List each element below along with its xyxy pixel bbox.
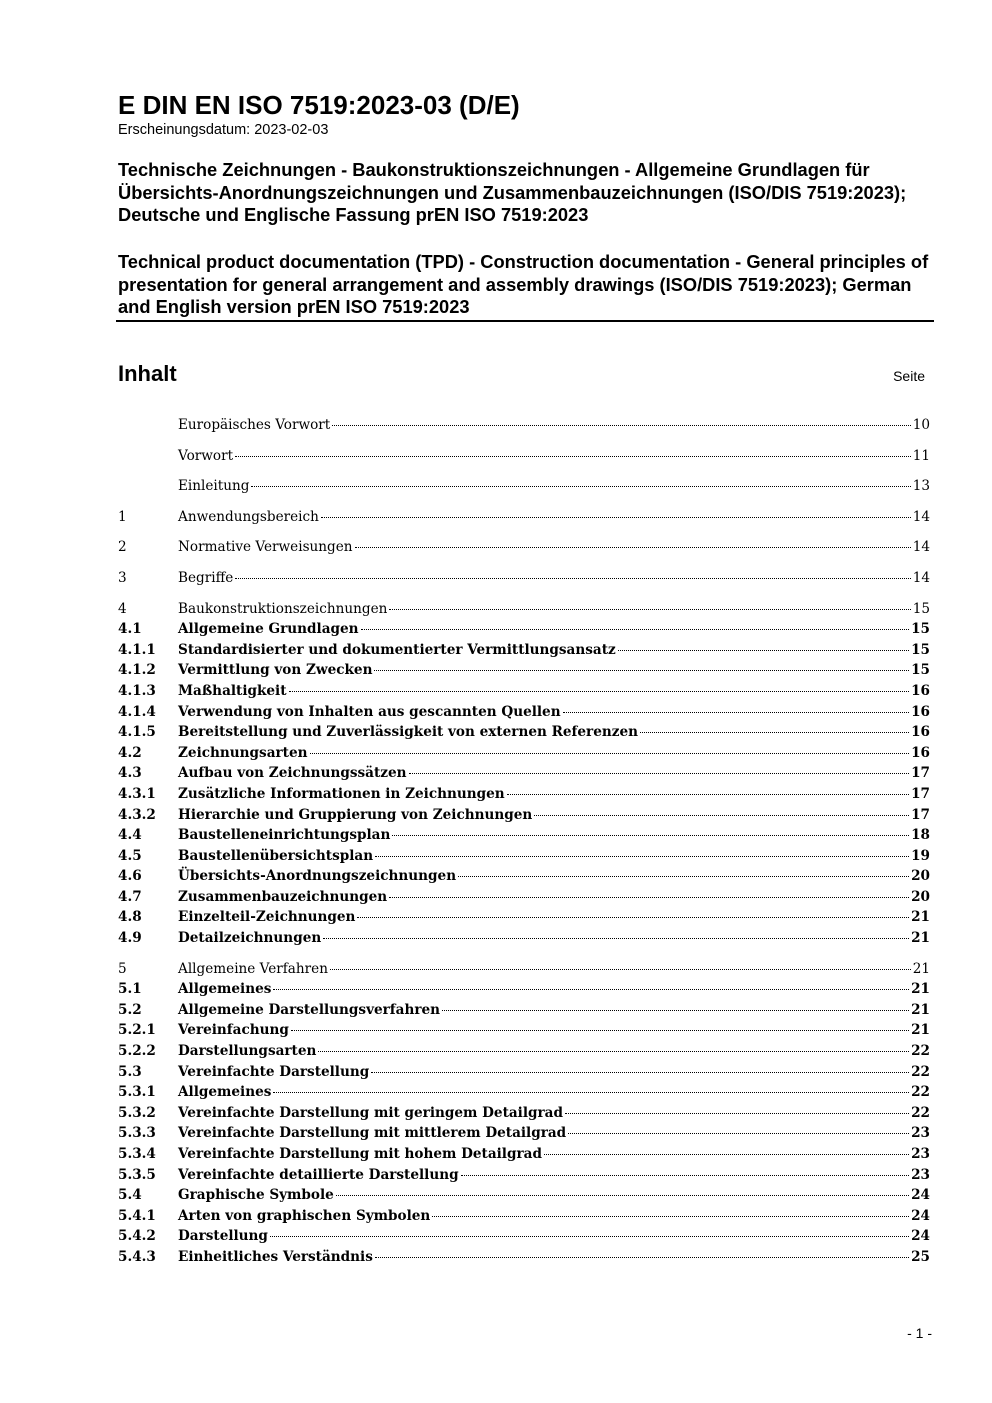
toc-entry-number: 4.3.1 <box>118 785 156 802</box>
toc-entry-title: Allgemeines <box>178 981 272 998</box>
toc-entry-number: 5.3.2 <box>118 1104 156 1121</box>
toc-entry[interactable] <box>118 599 930 620</box>
toc-entry[interactable] <box>118 1082 930 1103</box>
toc-entry-number: 4.3 <box>118 765 142 782</box>
toc-entry-title: Baustelleneinrichtungsplan <box>178 827 391 844</box>
toc-entry-number: 4.1.2 <box>118 662 156 679</box>
toc-entry[interactable] <box>118 476 930 497</box>
toc-entry-page: 21 <box>911 930 930 947</box>
toc-entry[interactable] <box>118 640 930 661</box>
toc-entry-number: 4.2 <box>118 744 142 761</box>
toc-entry[interactable] <box>118 446 930 467</box>
toc-dot-leader <box>392 834 909 836</box>
toc-entry[interactable] <box>118 1247 930 1268</box>
toc-dot-leader <box>323 937 909 939</box>
toc-entry-page: 24 <box>911 1207 930 1224</box>
toc-entry-number: 4.6 <box>118 868 142 885</box>
toc-entry-title: Vereinfachte detaillierte Darstellung <box>178 1166 459 1183</box>
toc-entry-page: 14 <box>912 569 930 586</box>
toc-dot-leader <box>321 516 911 518</box>
toc-dot-leader <box>534 814 909 816</box>
toc-dot-leader <box>442 1009 909 1011</box>
toc-entry-number: 3 <box>118 569 127 586</box>
toc-entry-number: 5.1 <box>118 981 142 998</box>
toc-entry-number: 4.4 <box>118 827 142 844</box>
toc-entry-title: Baustellenübersichtsplan <box>178 847 374 864</box>
toc-entry-title: Einzelteil-Zeichnungen <box>178 909 356 926</box>
toc-entry-page: 22 <box>911 1084 930 1101</box>
toc-entry-number: 4.5 <box>118 847 142 864</box>
header-divider <box>116 320 934 322</box>
toc-entry-number: 5.4 <box>118 1187 142 1204</box>
toc-entry-page: 21 <box>911 981 930 998</box>
toc-entry-page: 22 <box>911 1104 930 1121</box>
title-german: Technische Zeichnungen - Baukonstruktionszeichnungen - Allgemeine Grundlagen für Übersichts-Anordnungszeichnungen und Zusammenbauzeichnungen (ISO/DIS 7519:2023); Deutsche und Englische Fassung prEN ISO 7519:2023 <box>118 159 907 225</box>
toc-entry-number: 4.1.4 <box>118 703 156 720</box>
toc-entry-title: Verwendung von Inhalten aus gescannten Quellen <box>178 703 561 720</box>
toc-entry-number: 5.4.3 <box>118 1248 156 1265</box>
toc-entry-page: 14 <box>912 508 930 525</box>
toc-entry-title: Standardisierter und dokumentierter Vermittlungsansatz <box>178 641 616 658</box>
toc-dot-leader <box>461 1174 909 1176</box>
toc-entry-number: 4.8 <box>118 909 142 926</box>
toc-dot-leader <box>374 669 909 671</box>
toc-dot-leader <box>330 968 911 970</box>
toc-entry-number: 5 <box>118 960 127 977</box>
toc-entry[interactable] <box>118 1206 930 1227</box>
toc-dot-leader <box>565 1112 909 1114</box>
toc-entry-page: 24 <box>911 1187 930 1204</box>
toc-entry[interactable] <box>118 507 930 528</box>
toc-entry[interactable] <box>118 907 930 928</box>
toc-dot-leader <box>389 896 909 898</box>
toc-dot-leader <box>409 772 910 774</box>
toc-entry[interactable] <box>118 1041 930 1062</box>
toc-dot-leader <box>389 608 910 610</box>
toc-entry-number: 5.3.4 <box>118 1146 156 1162</box>
toc-entry-page: 21 <box>912 960 930 977</box>
toc-entry-page: 15 <box>911 641 930 658</box>
toc-dot-leader <box>336 1194 909 1196</box>
toc-entry-title: Zusammenbauzeichnungen <box>178 888 388 905</box>
page-number: - 1 - <box>907 1325 932 1341</box>
toc-entry-number: 4 <box>118 600 127 617</box>
toc-entry-title: Detailzeichnungen <box>178 930 322 947</box>
toc-entry-page: 15 <box>912 600 930 617</box>
toc-dot-leader <box>432 1215 909 1217</box>
toc-entry-page: 20 <box>911 868 930 885</box>
toc-entry-title: Arten von graphischen Symbolen <box>178 1207 431 1224</box>
toc-entry[interactable] <box>118 866 930 887</box>
toc-entry[interactable] <box>118 415 930 436</box>
toc-page-column-label: Seite <box>893 368 925 384</box>
toc-entry-title: Begriffe <box>178 569 234 586</box>
toc-entry-page: 16 <box>911 682 930 699</box>
toc-entry-title: Bereitstellung und Zuverlässigkeit von externen Referenzen <box>178 724 638 741</box>
toc-entry[interactable] <box>118 959 930 980</box>
toc-entry-number: 5.3.5 <box>118 1166 156 1183</box>
toc-entry-page: 21 <box>911 1022 930 1039</box>
toc-entry-number: 4.9 <box>118 930 142 947</box>
toc-entry[interactable] <box>118 1103 930 1124</box>
toc-entry-page: 17 <box>911 806 930 823</box>
toc-dot-leader <box>318 1050 909 1052</box>
toc-dot-leader <box>371 1071 909 1073</box>
toc-entry[interactable] <box>118 1144 930 1165</box>
toc-entry[interactable] <box>118 825 930 846</box>
toc-entry-title: Baukonstruktionszeichnungen <box>178 600 388 617</box>
toc-entry-number: 4.1.1 <box>118 641 156 658</box>
toc-dot-leader <box>273 988 909 990</box>
toc-dot-leader <box>355 546 911 548</box>
toc-entry[interactable] <box>118 681 930 702</box>
toc-entry-title: Vereinfachte Darstellung <box>178 1063 370 1080</box>
toc-entry-page: 16 <box>911 703 930 720</box>
toc-entry-page: 22 <box>911 1063 930 1080</box>
toc-dot-leader <box>291 1029 909 1031</box>
toc-dot-leader <box>251 485 910 487</box>
toc-entry-title: Einheitliches Verständnis <box>178 1248 373 1265</box>
title-english: Technical product documentation (TPD) - Construction documentation - General principles of presentation for general arrangement and assembly drawings (ISO/DIS 7519:2023); German and English version prEN ISO 7519:2023 <box>118 251 929 317</box>
toc-entry-title: Vermittlung von Zwecken <box>178 662 373 679</box>
toc-entry-number: 4.1.3 <box>118 682 156 699</box>
toc-entry[interactable] <box>118 1165 930 1186</box>
toc-dot-leader <box>310 752 910 754</box>
toc-entry-title: Graphische Symbole <box>178 1187 334 1204</box>
toc-dot-leader <box>289 690 910 692</box>
toc-entry[interactable] <box>118 743 930 764</box>
toc-entry-title: Vereinfachte Darstellung mit geringem Detailgrad <box>178 1104 563 1121</box>
toc-entry-number: 5.2.1 <box>118 1022 156 1039</box>
toc-entry[interactable] <box>118 1020 930 1041</box>
toc-entry-page: 24 <box>911 1228 930 1245</box>
publication-date: Erscheinungsdatum: 2023-02-03 <box>118 122 329 138</box>
toc-dot-leader <box>273 1091 909 1093</box>
toc-entry-number: 4.7 <box>118 888 142 905</box>
toc-entry[interactable] <box>118 887 930 908</box>
toc-entry[interactable] <box>118 1123 930 1144</box>
toc-dot-leader <box>357 916 909 918</box>
toc-entry[interactable] <box>118 619 930 640</box>
toc-entry[interactable] <box>118 928 930 949</box>
toc-entry-page: 23 <box>911 1166 930 1183</box>
toc-heading: Inhalt <box>118 361 177 386</box>
toc-entry-title: Allgemeine Verfahren <box>178 960 328 977</box>
toc-entry-number: 2 <box>118 539 127 556</box>
toc-entry[interactable] <box>118 702 930 723</box>
toc-entry-title: Europäisches Vorwort <box>178 417 331 433</box>
toc-dot-leader <box>507 793 909 795</box>
toc-entry-title: Hierarchie und Gruppierung von Zeichnungen <box>178 806 533 823</box>
toc-entry-page: 18 <box>911 827 930 844</box>
toc-dot-leader <box>568 1132 909 1134</box>
toc-entry-page: 25 <box>911 1248 930 1265</box>
toc-entry-title: Vorwort <box>178 447 234 464</box>
toc-entry[interactable] <box>118 660 930 681</box>
toc-entry-number: 5.4.1 <box>118 1207 156 1224</box>
toc-dot-leader <box>375 1256 909 1258</box>
toc-entry[interactable] <box>118 537 930 558</box>
toc-entry-number: 5.2.2 <box>118 1043 156 1060</box>
toc-entry-title: Zusätzliche Informationen in Zeichnungen <box>178 785 505 802</box>
toc-entry[interactable] <box>118 1062 930 1083</box>
toc-entry-page: 15 <box>911 662 930 679</box>
toc-entry-page: 22 <box>911 1043 930 1060</box>
toc-entry-page: 13 <box>912 478 930 495</box>
document-id: E DIN EN ISO 7519:2023-03 (D/E) <box>118 90 520 120</box>
toc-entry-page: 20 <box>911 888 930 905</box>
toc-entry-number: 4.3.2 <box>118 806 156 823</box>
toc-entry[interactable] <box>118 568 930 589</box>
toc-entry-title: Maßhaltigkeit <box>178 682 287 699</box>
toc-entry[interactable] <box>118 722 930 743</box>
toc-entry-title: Allgemeine Grundlagen <box>178 621 359 638</box>
toc-dot-leader <box>640 731 909 733</box>
table-of-contents <box>118 415 930 1268</box>
toc-entry-title: Zeichnungsarten <box>178 744 308 761</box>
toc-entry[interactable] <box>118 846 930 867</box>
toc-entry-number: 5.3.1 <box>118 1084 156 1101</box>
toc-entry-title: Allgemeines <box>178 1084 272 1101</box>
toc-entry-title: Vereinfachung <box>178 1022 289 1039</box>
toc-entry-number: 1 <box>118 508 127 525</box>
toc-entry-page: 23 <box>911 1125 930 1142</box>
toc-entry-page: 15 <box>911 621 930 638</box>
toc-dot-leader <box>332 424 910 426</box>
toc-entry-number: 5.3 <box>118 1063 142 1080</box>
toc-entry-number: 5.4.2 <box>118 1228 156 1245</box>
toc-entry-number: 4.1 <box>118 621 142 638</box>
toc-entry-number: 5.2 <box>118 1001 142 1018</box>
toc-entry[interactable] <box>118 805 930 826</box>
toc-entry-title: Einleitung <box>178 478 250 495</box>
toc-entry-page: 21 <box>911 1001 930 1018</box>
toc-dot-leader <box>235 455 911 457</box>
toc-entry-page: 16 <box>911 724 930 741</box>
toc-dot-leader <box>361 628 910 630</box>
toc-dot-leader <box>270 1235 909 1237</box>
toc-entry-title: Vereinfachte Darstellung mit hohem Detailgrad <box>178 1146 542 1162</box>
toc-entry-page: 11 <box>912 447 930 464</box>
toc-entry-page: 19 <box>911 847 930 864</box>
toc-entry-title: Darstellungsarten <box>178 1043 317 1060</box>
toc-entry-page: 17 <box>911 765 930 782</box>
toc-entry-page: 21 <box>911 909 930 926</box>
toc-dot-leader <box>375 855 909 857</box>
toc-entry-number: 4.1.5 <box>118 724 156 741</box>
toc-entry[interactable] <box>118 1226 930 1247</box>
toc-dot-leader <box>235 577 910 579</box>
toc-entry-title: Allgemeine Darstellungsverfahren <box>178 1001 441 1018</box>
toc-entry-title: Darstellung <box>178 1228 268 1245</box>
toc-entry-title: Aufbau von Zeichnungssätzen <box>178 765 407 782</box>
toc-entry-page: 23 <box>911 1146 930 1162</box>
toc-entry-page: 16 <box>911 744 930 761</box>
toc-entry[interactable] <box>118 1185 930 1206</box>
toc-dot-leader <box>458 875 909 877</box>
toc-entry[interactable] <box>118 763 930 784</box>
toc-dot-leader <box>563 711 909 713</box>
toc-entry-page: 14 <box>912 539 930 556</box>
toc-entry[interactable] <box>118 1000 930 1021</box>
toc-dot-leader <box>544 1153 909 1155</box>
toc-entry-title: Anwendungsbereich <box>178 508 319 525</box>
toc-entry-page: 17 <box>911 785 930 802</box>
toc-entry-title: Übersichts-Anordnungszeichnungen <box>178 868 457 885</box>
toc-entry-page: 10 <box>912 417 930 433</box>
toc-entry[interactable] <box>118 979 930 1000</box>
toc-dot-leader <box>618 649 909 651</box>
toc-entry-title: Vereinfachte Darstellung mit mittlerem Detailgrad <box>178 1125 567 1142</box>
toc-entry-title: Normative Verweisungen <box>178 539 353 556</box>
toc-entry-number: 5.3.3 <box>118 1125 156 1142</box>
toc-entry[interactable] <box>118 784 930 805</box>
